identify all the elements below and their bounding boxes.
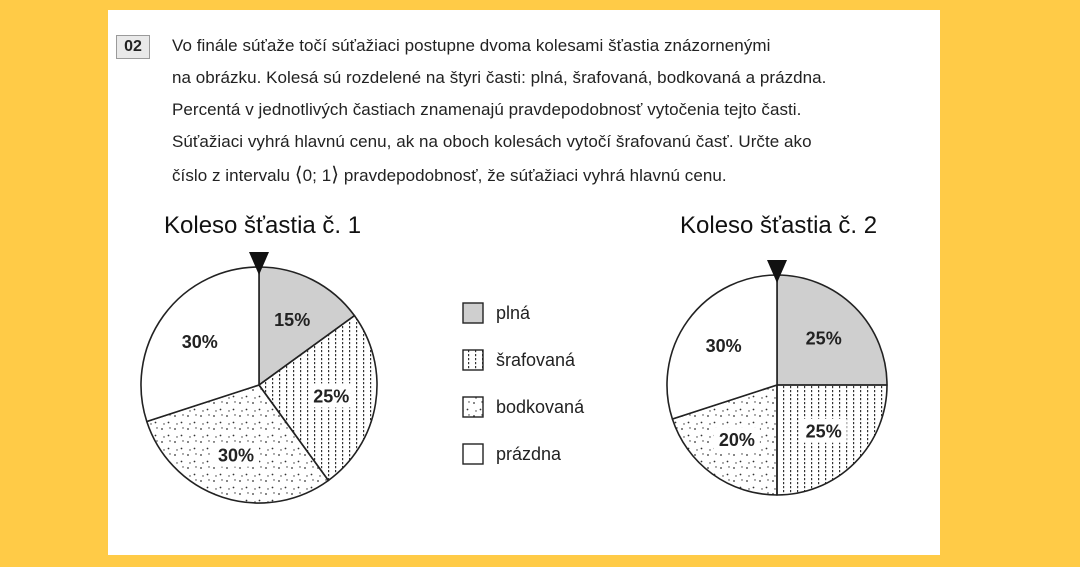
chart-1-label-bodkovana: 30% [217,445,255,466]
legend-swatch-srafovana [463,350,483,370]
chart-2-label-bodkovana: 20% [718,430,755,451]
pie-charts-canvas [108,10,940,555]
question-text-line-1: Vo finále súťaže točí súťažiaci postupne dvoma kolesami šťastia znázornenými [172,36,771,55]
question-text-line-4: Súťažiaci vyhrá hlavnú cenu, ak na oboch kolesách vytočí šrafovanú časť. Určte ako [172,132,812,151]
interval-close-bracket: ⟩ [331,162,340,186]
chart-2-label-prazdna: 30% [705,336,742,357]
chart-2-label-srafovana: 25% [805,421,842,442]
legend-swatch-prazdna [463,444,483,464]
chart-2-pie [667,260,887,495]
interval-body: 0; 1 [302,166,332,185]
chart-1-label-srafovana: 25% [313,386,350,407]
chart-1-label-plna: 15% [274,309,311,330]
legend-label-srafovana: šrafovaná [496,350,576,370]
question-text-line-3: Percentá v jednotlivých častiach znamenajú pravdepodobnosť vytočenia tejto časti. [172,100,802,119]
legend-label-bodkovana: bodkovaná [496,397,585,417]
question-number-badge: 02 [116,35,150,59]
chart-1-pie [141,252,377,503]
legend-label-prazdna: prázdna [496,444,562,464]
question-text-line-2: na obrázku. Kolesá sú rozdelené na štyri časti: plná, šrafovaná, bodkovaná a prázdna. [172,68,827,87]
chart-1-title: Koleso šťastia č. 1 [164,212,362,239]
legend-swatch-plna [463,303,483,323]
question-text-after: pravdepodobnosť, že súťažiaci vyhrá hlavnú cenu. [343,166,727,185]
interval-open-bracket: ⟨ [294,162,303,186]
question-card [108,10,940,555]
chart-2-title: Koleso šťastia č. 2 [680,212,878,239]
chart-2-label-plna: 25% [805,328,842,349]
legend-label-plna: plná [496,303,531,323]
question-text-before: číslo z intervalu [172,166,291,185]
chart-1-label-prazdna: 30% [181,332,218,352]
legend [463,303,585,464]
legend-swatch-bodkovana [463,397,483,417]
